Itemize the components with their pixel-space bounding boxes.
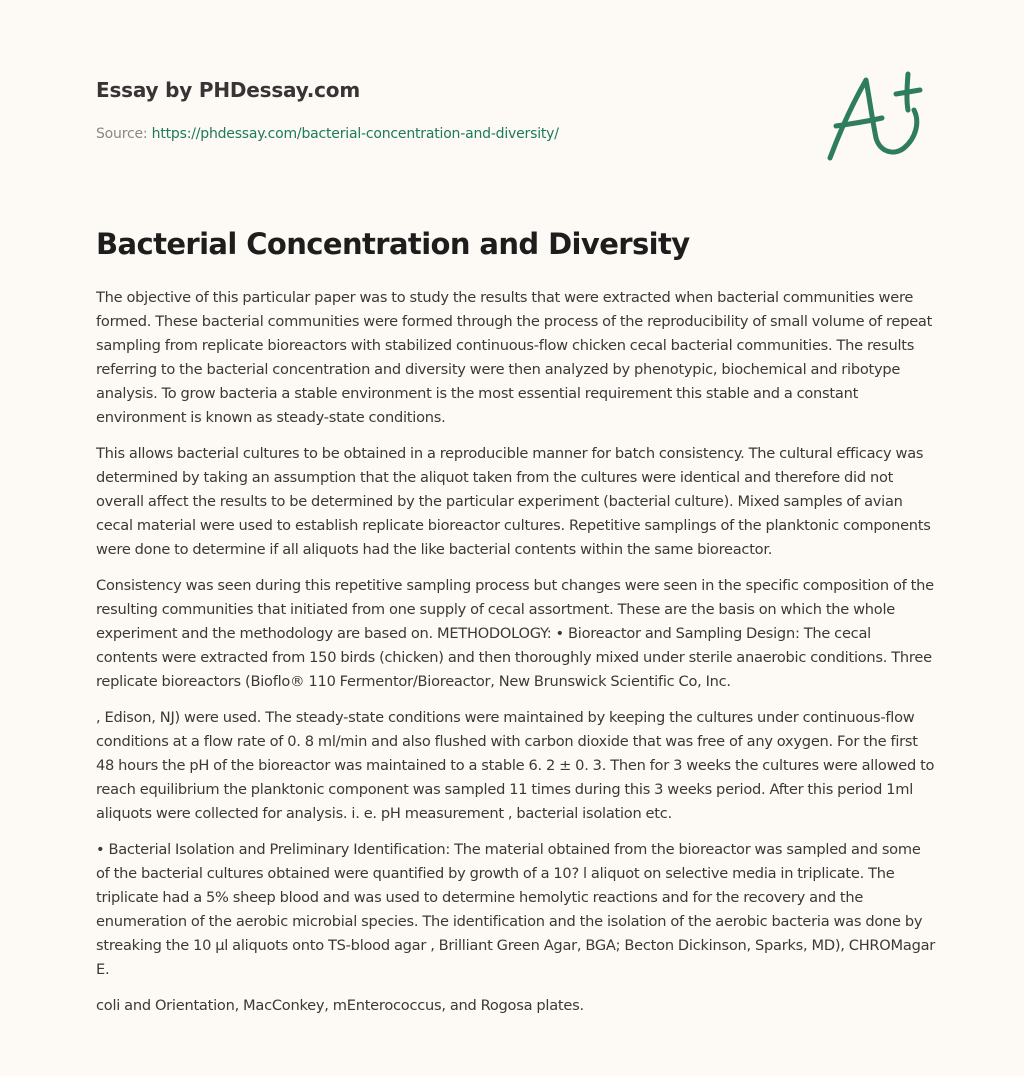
- essay-body: [96, 286, 936, 1030]
- source-label: Source:: [96, 126, 148, 142]
- essay-paragraph: The objective of this particular paper was to study the results that were extracted when bacterial communities were formed. These bacterial communities were formed through the process of the reproducibility of small volume of repeat sampling from replicate bioreactors with stabilized continuous-flow chicken cecal bacterial communities. The results referring to the bacterial concentration and diversity were then analyzed by phenotypic, biochemical and ribotype analysis. To grow bacteria a stable environment is the most essential requirement this stable and a constant environment is known as steady-state conditions.: [96, 289, 933, 426]
- source-line: [96, 124, 559, 144]
- source-link[interactable]: https://phdessay.com/bacterial-concentration-and-diversity/: [151, 126, 559, 142]
- essay-paragraph: This allows bacterial cultures to be obtained in a reproducible manner for batch consistency. The cultural efficacy was determined by taking an assumption that the aliquot taken from the cultures were identical and therefore did not overall affect the results to be determined by the particular experiment (bacterial culture). Mixed samples of avian cecal material were used to establish replicate bioreactor cultures. Repetitive samplings of the planktonic components were done to determine if all aliquots had the like bacterial contents within the same bioreactor.: [96, 445, 931, 558]
- essay-paragraph: Consistency was seen during this repetitive sampling process but changes were seen in the specific composition of the resulting communities that initiated from one supply of cecal assortment. These are the basis on which the whole experiment and the methodology are based on. METHODOLOGY: • Bioreactor and Sampling Design: The cecal contents were extracted from 150 birds (chicken) and then thoroughly mixed under sterile anaerobic conditions. Three replicate bioreactors (Bioflo® 110 Fermentor/Bioreactor, New Brunswick Scientific Co, Inc.: [96, 577, 934, 690]
- brand-title: Essay by PHDessay.com: [96, 78, 360, 102]
- essay-paragraph: , Edison, NJ) were used. The steady-state conditions were maintained by keeping the cultures under continuous-flow conditions at a flow rate of 0. 8 ml/min and also flushed with carbon dioxide that was free of any oxygen. For the first 48 hours the pH of the bioreactor was maintained to a stable 6. 2 ± 0. 3. Then for 3 weeks the cultures were allowed to reach equilibrium the planktonic component was sampled 11 times during this 3 weeks period. After this period 1ml aliquots were collected for analysis. i. e. pH measurement , bacterial isolation etc.: [96, 709, 935, 822]
- essay-title: Bacterial Concentration and Diversity: [96, 227, 690, 261]
- essay-paragraph: coli and Orientation, MacConkey, mEnterococcus, and Rogosa plates.: [96, 997, 584, 1014]
- essay-header: [96, 76, 559, 144]
- essay-paragraph: • Bacterial Isolation and Preliminary Identification: The material obtained from the bioreactor was sampled and some of the bacterial cultures obtained were quantified by growth of a 10? l aliquot on selective media in triplicate. The triplicate had a 5% sheep blood and was used to determine hemolytic reactions and for the recovery and the enumeration of the aerobic microbial species. The identification and the isolation of the aerobic bacteria was done by streaking the 10 µl aliquots onto TS-blood agar , Brilliant Green Agar, BGA; Becton Dickinson, Sparks, MD), CHROMagar E.: [96, 841, 936, 978]
- a-plus-grade-icon: [822, 66, 932, 166]
